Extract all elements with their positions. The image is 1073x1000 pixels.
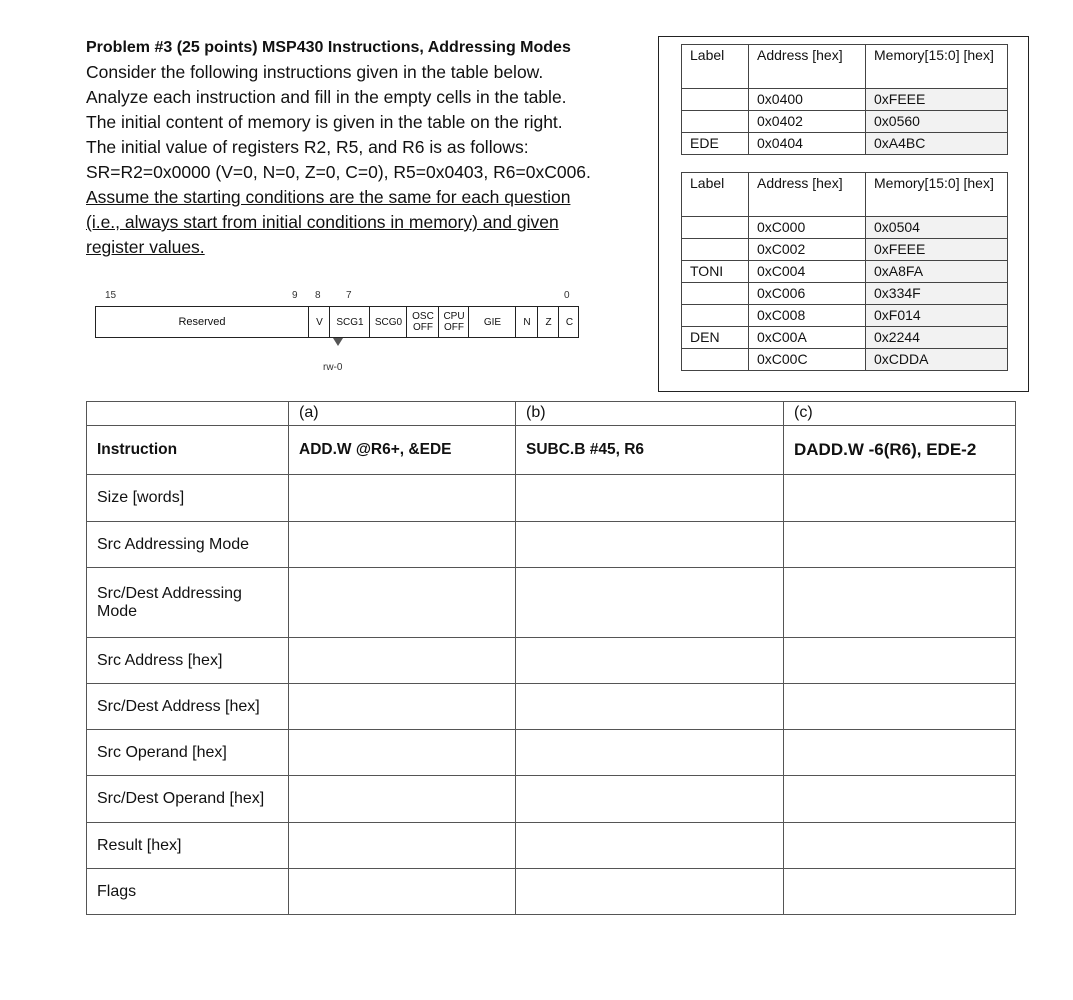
- answer-cell[interactable]: [784, 568, 1016, 638]
- problem-title: Problem #3 (25 points) MSP430 Instructions, Addressing Modes: [86, 39, 571, 56]
- bit-label: 0: [564, 290, 570, 301]
- memory-cell: 0xFEEE: [866, 89, 1008, 111]
- field-v: V: [308, 307, 330, 337]
- address-cell: 0xC004: [749, 261, 866, 283]
- field-n: N: [515, 307, 538, 337]
- problem-line: Analyze each instruction and fill in the empty cells in the table.: [86, 87, 567, 107]
- answer-cell[interactable]: [784, 522, 1016, 568]
- label-cell: [682, 111, 749, 133]
- answer-cell[interactable]: [289, 823, 516, 869]
- answer-cell[interactable]: [784, 684, 1016, 730]
- answer-cell[interactable]: [289, 568, 516, 638]
- bit-label: 8: [315, 290, 321, 301]
- address-cell: 0xC00A: [749, 327, 866, 349]
- instruction-c: DADD.W -6(R6), EDE-2: [784, 426, 1016, 475]
- answer-cell[interactable]: [516, 684, 784, 730]
- address-cell: 0xC000: [749, 217, 866, 239]
- problem-line: Consider the following instructions given in the table below.: [86, 62, 544, 82]
- memory-cell: 0xCDDA: [866, 349, 1008, 371]
- answer-cell[interactable]: [784, 475, 1016, 522]
- memory-cell: 0x0560: [866, 111, 1008, 133]
- answer-cell[interactable]: [784, 823, 1016, 869]
- answer-cell[interactable]: [289, 522, 516, 568]
- address-cell: 0x0404: [749, 133, 866, 155]
- register-box: [95, 306, 579, 338]
- row-label: Size [words]: [87, 475, 289, 522]
- answer-cell[interactable]: [516, 869, 784, 915]
- label-cell: DEN: [682, 327, 749, 349]
- field-oscoff: OSC OFF: [406, 307, 439, 337]
- label-cell: [682, 305, 749, 327]
- answer-table: [86, 401, 1016, 915]
- answer-cell[interactable]: [289, 776, 516, 823]
- row-label: Src/Dest Address [hex]: [87, 684, 289, 730]
- status-register-diagram: [95, 290, 579, 374]
- column-header-a: (a): [289, 402, 516, 426]
- header-memory: Memory[15:0] [hex]: [866, 173, 1008, 217]
- header-address: Address [hex]: [749, 173, 866, 217]
- problem-statement: [86, 36, 626, 260]
- problem-line: The initial value of registers R2, R5, and R6 is as follows:: [86, 137, 529, 157]
- label-cell: [682, 217, 749, 239]
- answer-cell[interactable]: [289, 638, 516, 684]
- address-cell: 0xC00C: [749, 349, 866, 371]
- field-gie: GIE: [468, 307, 516, 337]
- field-scg0: SCG0: [369, 307, 407, 337]
- answer-cell[interactable]: [516, 568, 784, 638]
- instruction-b: SUBC.B #45, R6: [516, 426, 784, 475]
- address-cell: 0x0402: [749, 111, 866, 133]
- address-cell: 0xC002: [749, 239, 866, 261]
- answer-cell[interactable]: [516, 823, 784, 869]
- instruction-label: Instruction: [87, 426, 289, 475]
- row-label: Src Address [hex]: [87, 638, 289, 684]
- memory-cell: 0xF014: [866, 305, 1008, 327]
- label-cell: TONI: [682, 261, 749, 283]
- arrow-marker: [333, 338, 343, 346]
- field-c: C: [558, 307, 580, 337]
- row-label: Src Addressing Mode: [87, 522, 289, 568]
- problem-line: The initial content of memory is given in the table on the right.: [86, 112, 563, 132]
- problem-line: SR=R2=0x0000 (V=0, N=0, Z=0, C=0), R5=0x0403, R6=0xC006.: [86, 162, 591, 182]
- memory-cell: 0xA4BC: [866, 133, 1008, 155]
- answer-cell[interactable]: [784, 869, 1016, 915]
- row-label: Src/Dest Operand [hex]: [87, 776, 289, 823]
- label-cell: [682, 89, 749, 111]
- answer-cell[interactable]: [516, 522, 784, 568]
- assumption-line: register values.: [86, 237, 205, 257]
- answer-cell[interactable]: [784, 730, 1016, 776]
- memory-table-code: [681, 172, 1008, 371]
- header-address: Address [hex]: [749, 45, 866, 89]
- reserved-field: Reserved: [178, 316, 226, 328]
- bit-label: 9: [292, 290, 298, 301]
- bit-label: 15: [105, 290, 117, 301]
- label-cell: EDE: [682, 133, 749, 155]
- row-label: Src Operand [hex]: [87, 730, 289, 776]
- answer-cell[interactable]: [516, 730, 784, 776]
- label-cell: [682, 283, 749, 305]
- memory-cell: 0xA8FA: [866, 261, 1008, 283]
- answer-cell[interactable]: [784, 776, 1016, 823]
- header-label: Label: [682, 173, 749, 217]
- field-scg1: SCG1: [329, 307, 370, 337]
- field-z: Z: [537, 307, 559, 337]
- answer-cell[interactable]: [784, 638, 1016, 684]
- corner-cell: [87, 402, 289, 426]
- label-cell: [682, 239, 749, 261]
- memory-cell: 0x0504: [866, 217, 1008, 239]
- memory-cell: 0x334F: [866, 283, 1008, 305]
- label-cell: [682, 349, 749, 371]
- memory-cell: 0xFEEE: [866, 239, 1008, 261]
- memory-cell: 0x2244: [866, 327, 1008, 349]
- assumption-line: Assume the starting conditions are the same for each question: [86, 187, 571, 207]
- instruction-a: ADD.W @R6+, &EDE: [289, 426, 516, 475]
- header-memory: Memory[15:0] [hex]: [866, 45, 1008, 89]
- column-header-b: (b): [516, 402, 784, 426]
- header-label: Label: [682, 45, 749, 89]
- assumption-line: (i.e., always start from initial conditions in memory) and given: [86, 212, 559, 232]
- column-header-c: (c): [784, 402, 1016, 426]
- answer-cell[interactable]: [289, 869, 516, 915]
- memory-table-ede: [681, 44, 1008, 155]
- field-cpuoff: CPU OFF: [438, 307, 469, 337]
- answer-cell[interactable]: [516, 638, 784, 684]
- answer-cell[interactable]: [289, 730, 516, 776]
- bit-label: 7: [346, 290, 352, 301]
- answer-cell[interactable]: [289, 684, 516, 730]
- answer-cell[interactable]: [289, 475, 516, 522]
- address-cell: 0xC006: [749, 283, 866, 305]
- row-label: Result [hex]: [87, 823, 289, 869]
- answer-cell[interactable]: [516, 776, 784, 823]
- row-label: Flags: [87, 869, 289, 915]
- address-cell: 0x0400: [749, 89, 866, 111]
- answer-cell[interactable]: [516, 475, 784, 522]
- address-cell: 0xC008: [749, 305, 866, 327]
- rw-label: rw-0: [323, 362, 343, 373]
- row-label: Src/Dest Addressing Mode: [87, 568, 289, 638]
